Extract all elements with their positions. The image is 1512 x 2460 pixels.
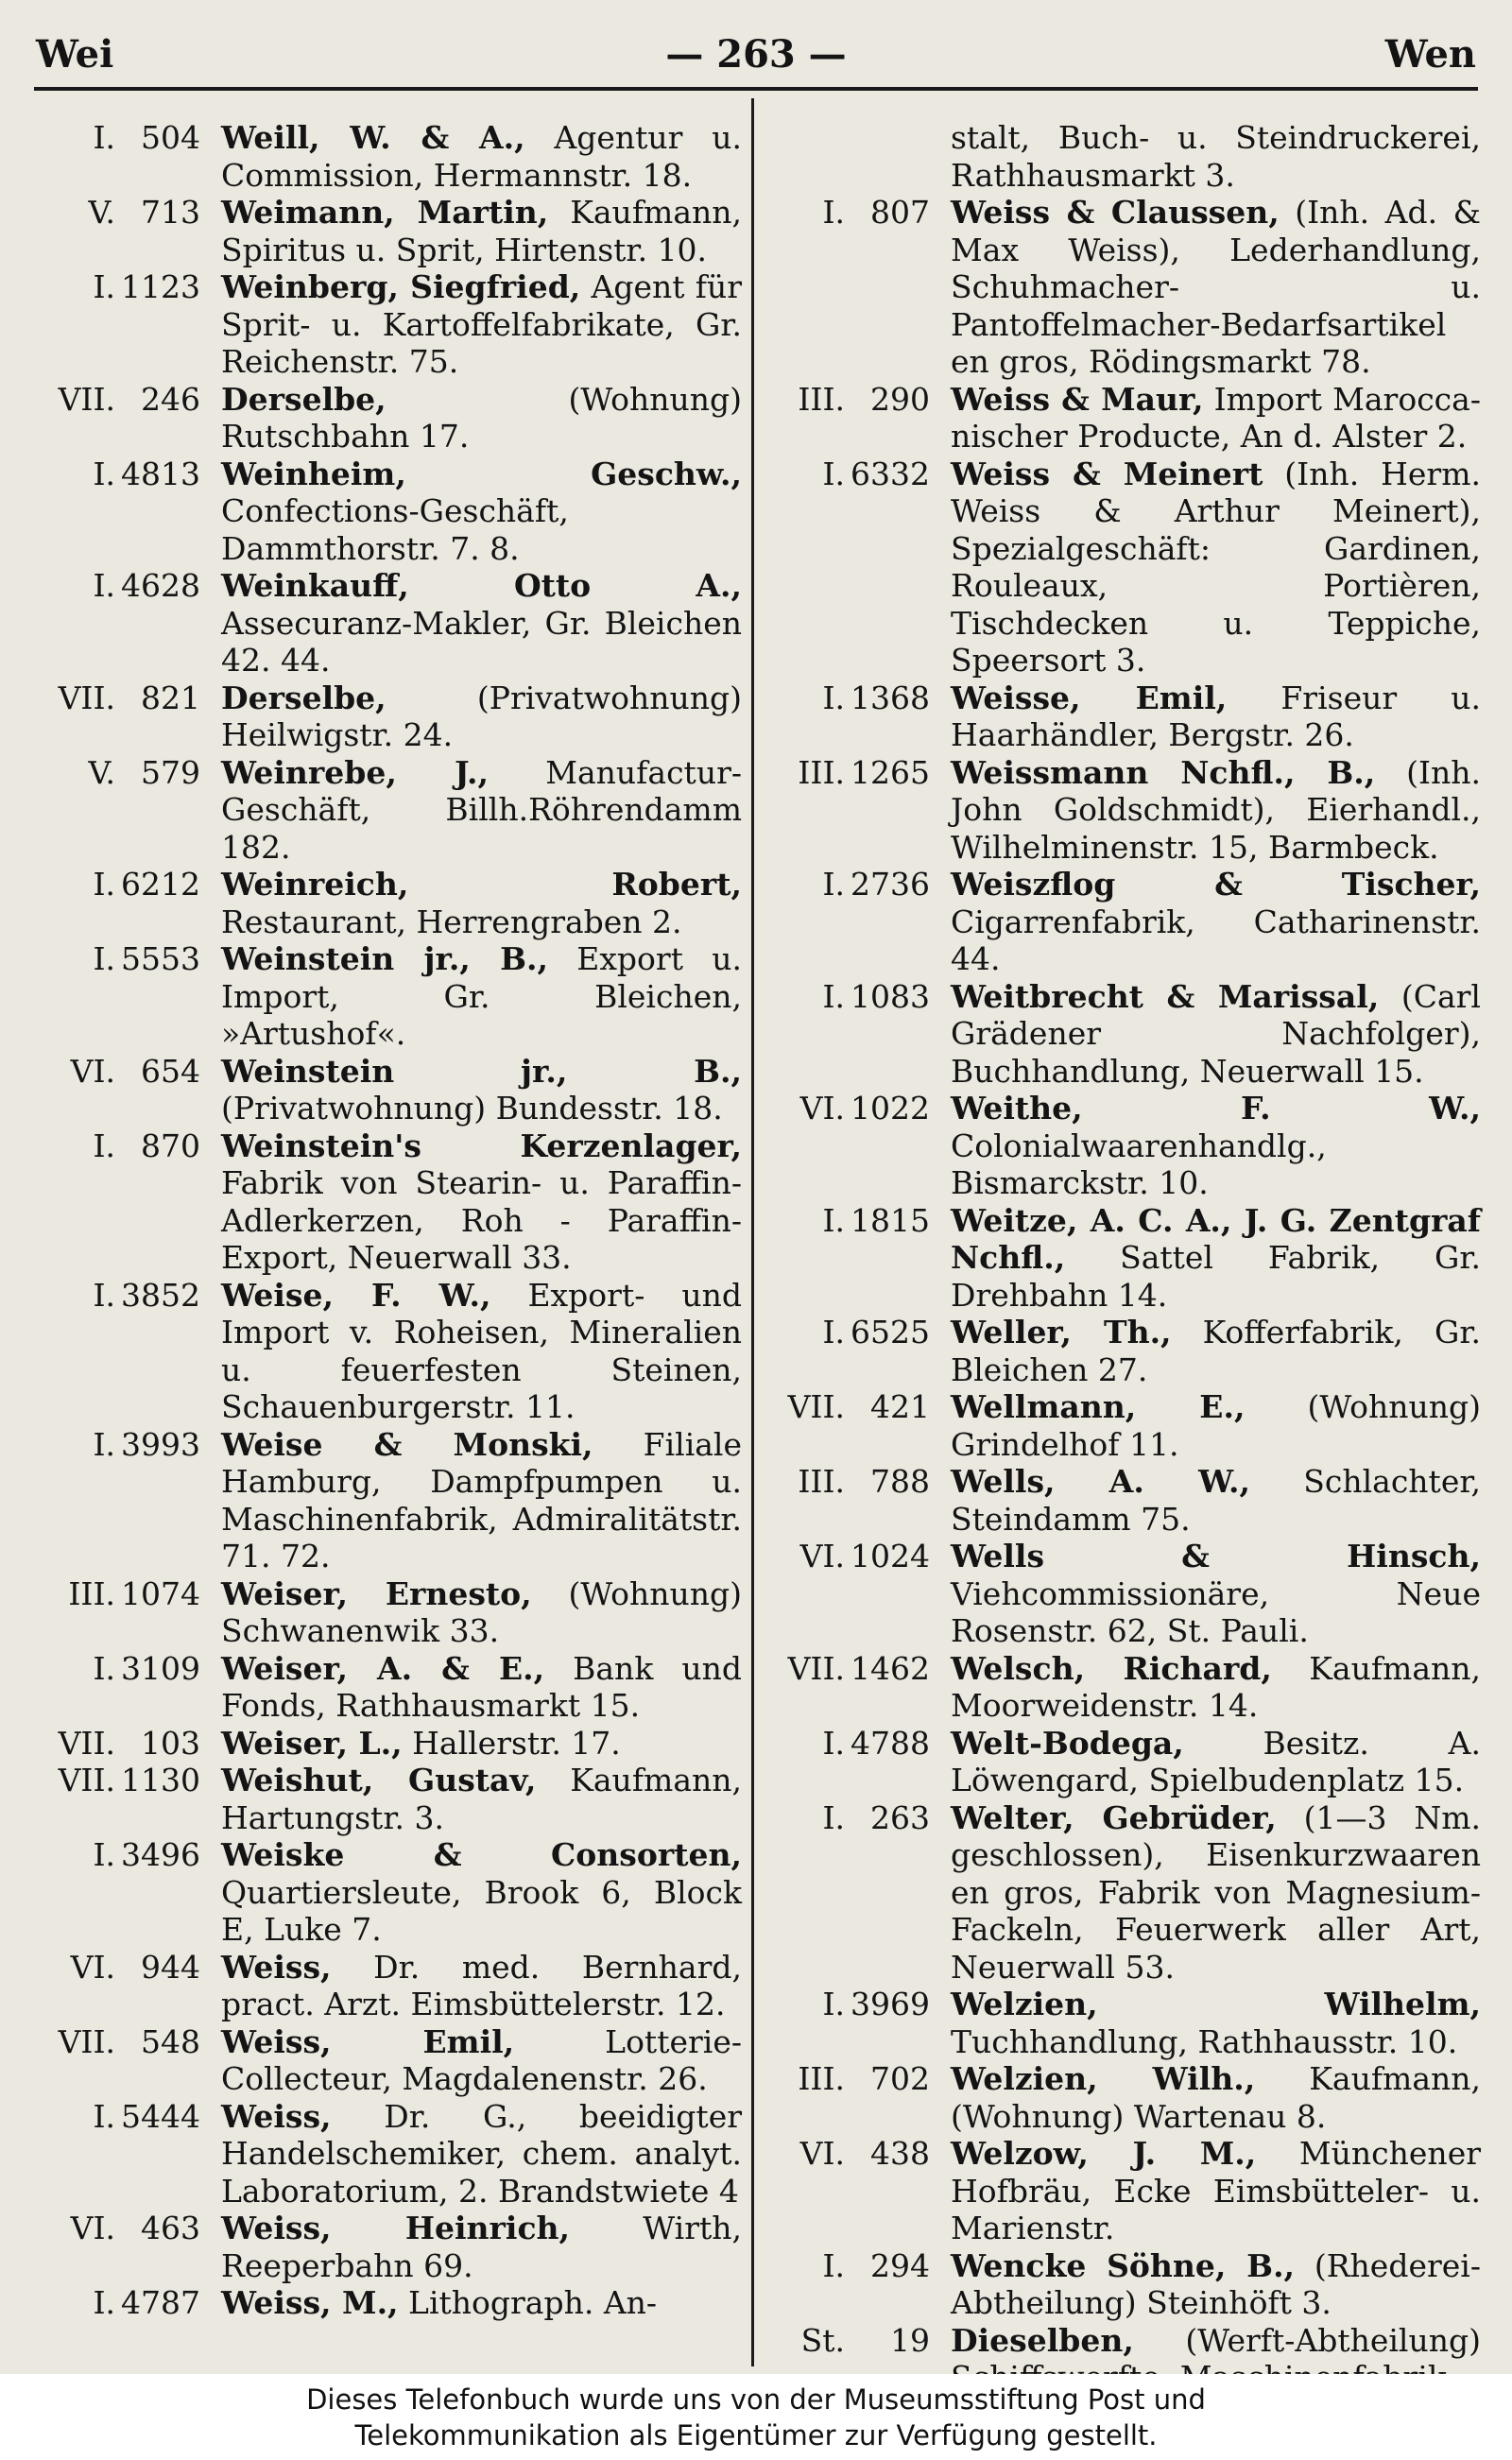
subscriber-details: Lithograph. An- — [398, 2284, 658, 2321]
subscriber-name: Weinstein jr., B., — [221, 1052, 742, 1090]
subscriber-name: Derselbe, — [221, 679, 387, 716]
phone-number: 5553 — [121, 940, 200, 977]
phone-number: 944 — [141, 1948, 200, 1986]
directory-entry — [38, 1650, 742, 1725]
subscriber-details: (Privatwohnung) Bundesstr. 18. — [221, 1090, 723, 1127]
entry-body — [221, 1762, 742, 1836]
subscriber-name: Weinheim, Geschw., — [221, 455, 742, 492]
exchange-district: V. — [88, 753, 115, 791]
subscriber-name: Wells, A. W., — [951, 1463, 1250, 1500]
directory-entry — [767, 866, 1481, 978]
directory-entry — [767, 1090, 1481, 1202]
exchange-district: I. — [822, 455, 845, 492]
phone-number: 1024 — [850, 1538, 930, 1574]
entry-body — [221, 456, 742, 568]
entry-body — [221, 2023, 742, 2098]
exchange-district: VI. — [70, 2210, 115, 2246]
subscriber-name: Weimann, Martin, — [221, 194, 549, 231]
exchange-district: I. — [93, 2284, 115, 2321]
subscriber-details: Besitz. A. Löwengard, Spielbudenplatz 15. — [951, 1724, 1481, 1798]
subscriber-name: Wells & Hinsch, — [951, 1538, 1481, 1574]
subscriber-details: Restaurant, Herrengraben 2. — [221, 903, 682, 940]
phone-number: 1022 — [850, 1090, 930, 1127]
exchange-district: VI. — [799, 1090, 845, 1127]
phone-number: 421 — [870, 1388, 930, 1425]
exchange-district: VI. — [70, 1948, 115, 1986]
phone-number: 438 — [870, 2135, 930, 2172]
subscriber-details: Colonialwaarenhandlg., Bismarckstr. 10. — [951, 1127, 1327, 1201]
directory-entry — [38, 119, 742, 194]
exchange-district: VII. — [58, 380, 115, 418]
subscriber-details: Fabrik von Stearin- u. Paraffin-Adlerkerzen, Roh - Paraffin-Export, Neuerwall 33. — [221, 1164, 742, 1276]
entry-body — [951, 754, 1481, 867]
subscriber-details: Export u. Import, Gr. Bleichen, »Artushof«. — [221, 940, 742, 1052]
phone-number: 870 — [141, 1127, 200, 1164]
phone-number: 103 — [141, 1724, 200, 1762]
subscriber-name: Welter, Gebrüder, — [951, 1798, 1277, 1836]
exchange-district: V. — [88, 194, 115, 231]
entry-body — [951, 866, 1481, 978]
entry-body — [221, 381, 742, 456]
phone-number: 1265 — [850, 753, 930, 791]
exchange-district: VI. — [70, 1052, 115, 1090]
exchange-district: I. — [93, 940, 115, 977]
subscriber-name: Weinrebe, J., — [221, 753, 490, 791]
subscriber-details: Kaufmann, Hartungstr. 3. — [221, 1762, 742, 1836]
entry-body — [951, 2060, 1481, 2135]
entry-body — [221, 2210, 742, 2284]
phone-number: 504 — [141, 119, 200, 156]
header-rule — [34, 87, 1478, 91]
exchange-district: I. — [822, 1201, 845, 1239]
exchange-district: I. — [93, 455, 115, 492]
directory-entry — [767, 2060, 1481, 2135]
directory-entry — [38, 1762, 742, 1836]
subscriber-details: (Wohnung) Schwanenwik 33. — [221, 1574, 742, 1649]
exchange-district: VI. — [799, 2135, 845, 2172]
directory-entry — [38, 1127, 742, 1277]
subscriber-name: Wellmann, E., — [951, 1388, 1246, 1425]
subscriber-name: Weissmann Nchfl., B., — [951, 753, 1376, 791]
subscriber-details: Schlachter, Steindamm 75. — [951, 1463, 1481, 1538]
subscriber-details: Kaufmann, Moorweidenstr. 14. — [951, 1649, 1482, 1724]
subscriber-details: (Carl Grädener Nachfolger), Buchhandlung, Neuerwall 15. — [951, 977, 1481, 1090]
subscriber-name: Wencke Söhne, B., — [951, 2246, 1296, 2284]
directory-entry — [767, 381, 1481, 456]
phone-number: 788 — [870, 1463, 930, 1500]
left-column — [38, 119, 742, 2368]
directory-entry — [767, 2135, 1481, 2247]
phone-number: 4628 — [121, 567, 200, 604]
directory-entry — [767, 978, 1481, 1091]
exchange-district: VI. — [799, 1538, 845, 1574]
entry-body — [951, 1725, 1481, 1799]
subscriber-name: Weinstein's Kerzenlager, — [221, 1127, 742, 1164]
subscriber-name: Weiser, A. & E., — [221, 1649, 545, 1687]
exchange-district: I. — [822, 2246, 845, 2284]
directory-entry — [767, 1650, 1481, 1725]
exchange-district: I. — [93, 1276, 115, 1314]
entry-body — [951, 1986, 1481, 2060]
subscriber-details: (Inh. John Goldschmidt), Eierhandl., Wilhelminenstr. 15, Barmbeck. — [951, 753, 1481, 866]
phone-number: 3993 — [121, 1425, 200, 1463]
entry-body — [951, 978, 1481, 1091]
exchange-district: VII. — [787, 1649, 845, 1687]
phone-number: 1368 — [850, 679, 930, 716]
entry-body — [221, 2284, 742, 2322]
subscriber-details: Cigarrenfabrik, Catharinenstr. 44. — [951, 903, 1481, 977]
phone-number: 579 — [141, 753, 200, 791]
subscriber-details: Tuchhandlung, Rathhausstr. 10. — [951, 2022, 1458, 2060]
entry-body — [951, 381, 1481, 456]
phone-number: 548 — [141, 2022, 200, 2060]
entry-body — [951, 1090, 1481, 1202]
subscriber-name: Weiss & Claussen, — [951, 194, 1280, 231]
exchange-district: VII. — [787, 1388, 845, 1425]
entry-body — [951, 680, 1481, 754]
phone-number: 3496 — [121, 1836, 200, 1873]
entry-body — [951, 194, 1481, 381]
subscriber-details: Quartiersleute, Brook 6, Block E, Luke 7. — [221, 1873, 742, 1948]
right-column — [767, 119, 1481, 2368]
directory-entry — [38, 940, 742, 1053]
directory-entry — [767, 1725, 1481, 1799]
subscriber-details: Assecuranz-Makler, Gr. Bleichen 42. 44. — [221, 604, 742, 679]
directory-entry — [38, 1053, 742, 1127]
exchange-district: I. — [93, 268, 115, 305]
subscriber-name: Weitbrecht & Marissal, — [951, 977, 1380, 1015]
entry-body — [221, 754, 742, 867]
subscriber-details: Confections-Geschäft, Dammthorstr. 7. 8. — [221, 492, 569, 567]
entry-body — [221, 567, 742, 680]
subscriber-name: Weitze, A. C. A., J. G. Zentgraf Nchfl., — [951, 1201, 1481, 1276]
subscriber-details: (Werft-Abtheilung) — [1185, 2321, 1481, 2359]
subscriber-name: Welzien, Wilh., — [951, 2060, 1256, 2097]
entry-body — [951, 1799, 1481, 1987]
directory-entry — [767, 1986, 1481, 2060]
phone-number: 5444 — [121, 2097, 200, 2135]
phone-number: 821 — [141, 679, 200, 716]
header-right-keyword: Wen — [1384, 32, 1476, 77]
exchange-district: VII. — [58, 2022, 115, 2060]
entry-body — [767, 119, 1481, 194]
directory-entry — [38, 2210, 742, 2284]
phone-number: 807 — [870, 194, 930, 231]
phone-number: 1462 — [850, 1649, 930, 1687]
directory-entry — [38, 194, 742, 268]
subscriber-details: (Inh. Ad. & Max Weiss), Lederhandlung, Schuhmacher- u. Pantoffelmacher-Bedarfsartikel en gros, Rödingsmarkt 78. — [951, 194, 1481, 380]
phone-number: 294 — [870, 2246, 930, 2284]
subscriber-name: Weiss, Emil, — [221, 2022, 515, 2060]
phone-number: 290 — [870, 380, 930, 418]
subscriber-name: Weiske & Consorten, — [221, 1836, 742, 1873]
entry-body — [221, 1127, 742, 1277]
exchange-district: I. — [93, 119, 115, 156]
exchange-district: I. — [93, 1836, 115, 1873]
phone-number: 713 — [141, 194, 200, 231]
subscriber-name: Derselbe, — [221, 380, 387, 418]
phone-number: 1083 — [850, 977, 930, 1015]
subscriber-details: Filiale Hamburg, Dampfpumpen u. Maschinenfabrik, Admiralitätstr. 71. 72. — [221, 1425, 742, 1574]
entry-body — [221, 1053, 742, 1127]
subscriber-name: Welt-Bodega, — [951, 1724, 1184, 1762]
subscriber-details: Kaufmann, Spiritus u. Sprit, Hirtenstr. 10. — [221, 194, 742, 268]
subscriber-name: Weinstein jr., B., — [221, 940, 548, 977]
entry-body — [221, 2098, 742, 2211]
subscriber-name: Weiss & Maur, — [951, 380, 1204, 418]
subscriber-name: Weiss, M., — [221, 2284, 399, 2321]
directory-entry — [38, 754, 742, 867]
phone-number: 263 — [870, 1798, 930, 1836]
phone-number: 2736 — [850, 866, 930, 903]
subscriber-name: Weiss, — [221, 1948, 332, 1986]
directory-entry — [38, 1277, 742, 1426]
exchange-district: VII. — [58, 1762, 115, 1798]
directory-entry — [767, 1463, 1481, 1538]
entry-body — [221, 1650, 742, 1725]
subscriber-details: Agentur u. Commission, Hermannstr. 18. — [221, 119, 742, 194]
directory-entry — [38, 680, 742, 754]
phone-number: 6332 — [850, 455, 930, 492]
exchange-district: I. — [822, 1798, 845, 1836]
exchange-district: St. — [800, 2321, 845, 2359]
entry-body — [951, 1538, 1481, 1650]
subscriber-details: Münchener Hofbräu, Ecke Eimsbütteler- u. Marienstr. — [951, 2135, 1481, 2246]
directory-entry — [38, 1836, 742, 1949]
subscriber-name: Weinreich, Robert, — [221, 866, 742, 903]
directory-entry — [38, 268, 742, 381]
subscriber-details: (Inh. Herm. Weiss & Arthur Meinert), Spezialgeschäft: Gardinen, Rouleaux, Portièren, Tischdecken u. Teppiche, Speersort 3. — [951, 455, 1481, 679]
subscriber-name: Welzien, Wilhelm, — [951, 1986, 1481, 2022]
entry-body — [221, 940, 742, 1053]
directory-entry — [38, 456, 742, 568]
exchange-district: VII. — [58, 1724, 115, 1762]
exchange-district: I. — [822, 194, 845, 231]
footer-notice — [0, 2374, 1512, 2460]
subscriber-name: Dieselben, — [951, 2321, 1134, 2359]
entry-body — [221, 268, 742, 381]
subscriber-name: Weishut, Gustav, — [221, 1762, 537, 1798]
exchange-district: I. — [93, 2097, 115, 2135]
subscriber-details: Viehcommissionäre, Neue Rosenstr. 62, St. Pauli. — [951, 1574, 1481, 1649]
subscriber-name: Welsch, Richard, — [951, 1649, 1272, 1687]
column-divider — [751, 98, 754, 2366]
directory-entry — [38, 1949, 742, 2023]
phone-number: 6525 — [850, 1314, 930, 1350]
footer-line-1: Dieses Telefonbuch wurde uns von der Museumsstiftung Post und — [306, 2383, 1206, 2416]
subscriber-details: Bank und Fonds, Rathhausmarkt 15. — [221, 1649, 742, 1724]
header-left-keyword: Wei — [36, 32, 114, 77]
entry-body — [951, 1650, 1481, 1725]
phone-number: 1123 — [121, 268, 200, 305]
exchange-district: VII. — [58, 679, 115, 716]
phone-number: 4813 — [121, 455, 200, 492]
subscriber-details: Hallerstr. 17. — [402, 1724, 621, 1762]
subscriber-name: Weise, F. W., — [221, 1276, 491, 1314]
directory-entry — [38, 2098, 742, 2211]
exchange-district: I. — [822, 1986, 845, 2022]
subscriber-details: Lotterie-Collecteur, Magdalenenstr. 26. — [221, 2022, 742, 2097]
subscriber-details: Wirth, Reeperbahn 69. — [221, 2210, 742, 2284]
exchange-district: I. — [93, 1127, 115, 1164]
subscriber-name: Weiss, — [221, 2097, 332, 2135]
subscriber-name: Weiser, L., — [221, 1724, 403, 1762]
subscriber-details: Kaufmann, (Wohnung) Wartenau 8. — [951, 2060, 1482, 2135]
subscriber-name: Weller, Th., — [951, 1314, 1172, 1350]
subscriber-name: Weinkauff, Otto A., — [221, 567, 742, 604]
phone-number: 19 — [890, 2321, 930, 2359]
entry-body — [951, 456, 1481, 680]
entry-body — [221, 680, 742, 754]
entry-body — [221, 1277, 742, 1426]
exchange-district: III. — [798, 380, 845, 418]
subscriber-details: Export- und Import v. Roheisen, Mineralien u. feuerfesten Steinen, Schauenburgerstr. 11. — [221, 1276, 742, 1425]
page-header — [36, 32, 1476, 89]
exchange-district: I. — [822, 1314, 845, 1350]
subscriber-details: Agent für Sprit- u. Kartoffelfabrikate, Gr. Reichenstr. 75. — [221, 268, 742, 380]
phone-number: 1815 — [850, 1201, 930, 1239]
exchange-district: I. — [93, 567, 115, 604]
phone-number: 702 — [870, 2060, 930, 2097]
subscriber-name: Weiszflog & Tischer, — [951, 866, 1481, 903]
exchange-district: III. — [68, 1574, 115, 1612]
subscriber-name: Weise & Monski, — [221, 1425, 593, 1463]
phone-number: 6212 — [121, 866, 200, 903]
directory-entry — [767, 2247, 1481, 2322]
directory-entry — [38, 1426, 742, 1575]
subscriber-name: Weiser, Ernesto, — [221, 1574, 532, 1612]
entry-body — [221, 1949, 742, 2023]
subscriber-name: Weinberg, Siegfried, — [221, 268, 581, 305]
directory-entry — [767, 1799, 1481, 1987]
phone-number: 654 — [141, 1052, 200, 1090]
subscriber-details: (1—3 Nm. geschlossen), Eisenkurzwaaren en gros, Fabrik von Magnesium-Fackeln, Feuerwerk aller Art, Neuerwall 53. — [951, 1798, 1481, 1986]
exchange-district: I. — [822, 866, 845, 903]
exchange-district: III. — [798, 753, 845, 791]
directory-entry — [38, 381, 742, 456]
exchange-district: I. — [822, 1724, 845, 1762]
subscriber-details: (Wohnung) Grindelhof 11. — [951, 1388, 1481, 1463]
entry-body — [951, 1202, 1481, 1315]
subscriber-details: Friseur u. Haarhändler, Bergstr. 26. — [951, 679, 1481, 753]
directory-entry — [38, 2284, 742, 2322]
exchange-district: I. — [822, 679, 845, 716]
footer-line-2: Telekommunikation als Eigentümer zur Verfügung gestellt. — [354, 2419, 1158, 2451]
directory-entry — [38, 2023, 742, 2098]
phone-number: 3969 — [850, 1986, 930, 2022]
directory-entry — [38, 567, 742, 680]
directory-entry — [767, 1314, 1481, 1388]
directory-entry — [767, 119, 1481, 194]
entry-body — [951, 1388, 1481, 1463]
entry-body — [951, 2247, 1481, 2322]
phone-number: 246 — [141, 380, 200, 418]
subscriber-details: Dr. G., beeidigter Handelschemiker, chem. analyt. Laboratorium, 2. Brandstwiete 4 — [221, 2097, 742, 2210]
directory-entry — [38, 1725, 742, 1763]
entry-body — [221, 1725, 742, 1763]
directory-entry — [38, 1575, 742, 1650]
exchange-district: I. — [822, 977, 845, 1015]
subscriber-details: stalt, Buch- u. Steindruckerei, Rathhausmarkt 3. — [951, 119, 1481, 194]
entry-body — [221, 1836, 742, 1949]
directory-entry — [767, 456, 1481, 680]
phone-number: 1130 — [121, 1762, 200, 1798]
subscriber-details: Dr. med. Bernhard, pract. Arzt. Eimsbüttelerstr. 12. — [221, 1948, 742, 2022]
subscriber-name: Welzow, J. M., — [951, 2135, 1257, 2172]
subscriber-details: (Privatwohnung) Heilwigstr. 24. — [221, 679, 742, 753]
entry-body — [221, 1426, 742, 1575]
entry-body — [221, 866, 742, 940]
phone-number: 4787 — [121, 2284, 200, 2321]
phone-number: 3852 — [121, 1276, 200, 1314]
entry-body — [951, 1314, 1481, 1388]
directory-entry — [767, 194, 1481, 381]
directory-entry — [767, 1388, 1481, 1463]
phone-number: 3109 — [121, 1649, 200, 1687]
exchange-district: III. — [798, 2060, 845, 2097]
entry-body — [221, 119, 742, 194]
subscriber-name: Weithe, F. W., — [951, 1090, 1481, 1127]
subscriber-details: Import Marocca-nischer Producte, An d. Alster 2. — [951, 380, 1481, 455]
directory-entry — [767, 1538, 1481, 1650]
directory-entry — [38, 866, 742, 940]
directory-entry — [767, 680, 1481, 754]
exchange-district: I. — [93, 1425, 115, 1463]
exchange-district: I. — [93, 1649, 115, 1687]
page-number: — 263 — — [665, 32, 847, 77]
subscriber-details: (Rhederei-Abtheilung) Steinhöft 3. — [951, 2246, 1481, 2321]
subscriber-name: Weill, W. & A., — [221, 119, 525, 156]
directory-entry — [767, 754, 1481, 867]
exchange-district: I. — [93, 866, 115, 903]
subscriber-details: (Wohnung) Rutschbahn 17. — [221, 380, 742, 455]
phone-number: 463 — [141, 2210, 200, 2246]
subscriber-details: Sattel Fabrik, Gr. Drehbahn 14. — [951, 1239, 1481, 1314]
exchange-district: III. — [798, 1463, 845, 1500]
subscriber-name: Weisse, Emil, — [951, 679, 1228, 716]
directory-entry — [767, 1202, 1481, 1315]
phone-number: 1074 — [121, 1574, 200, 1612]
entry-body — [221, 194, 742, 268]
entry-body — [221, 1575, 742, 1650]
phone-number: 4788 — [850, 1724, 930, 1762]
entry-body — [951, 1463, 1481, 1538]
subscriber-details: Manufactur-Geschäft, Billh.Röhrendamm 182. — [221, 753, 742, 866]
entry-body — [951, 2135, 1481, 2247]
subscriber-name: Weiss & Meinert — [951, 455, 1263, 492]
subscriber-name: Weiss, Heinrich, — [221, 2210, 571, 2246]
subscriber-details: Kofferfabrik, Gr. Bleichen 27. — [951, 1314, 1481, 1388]
